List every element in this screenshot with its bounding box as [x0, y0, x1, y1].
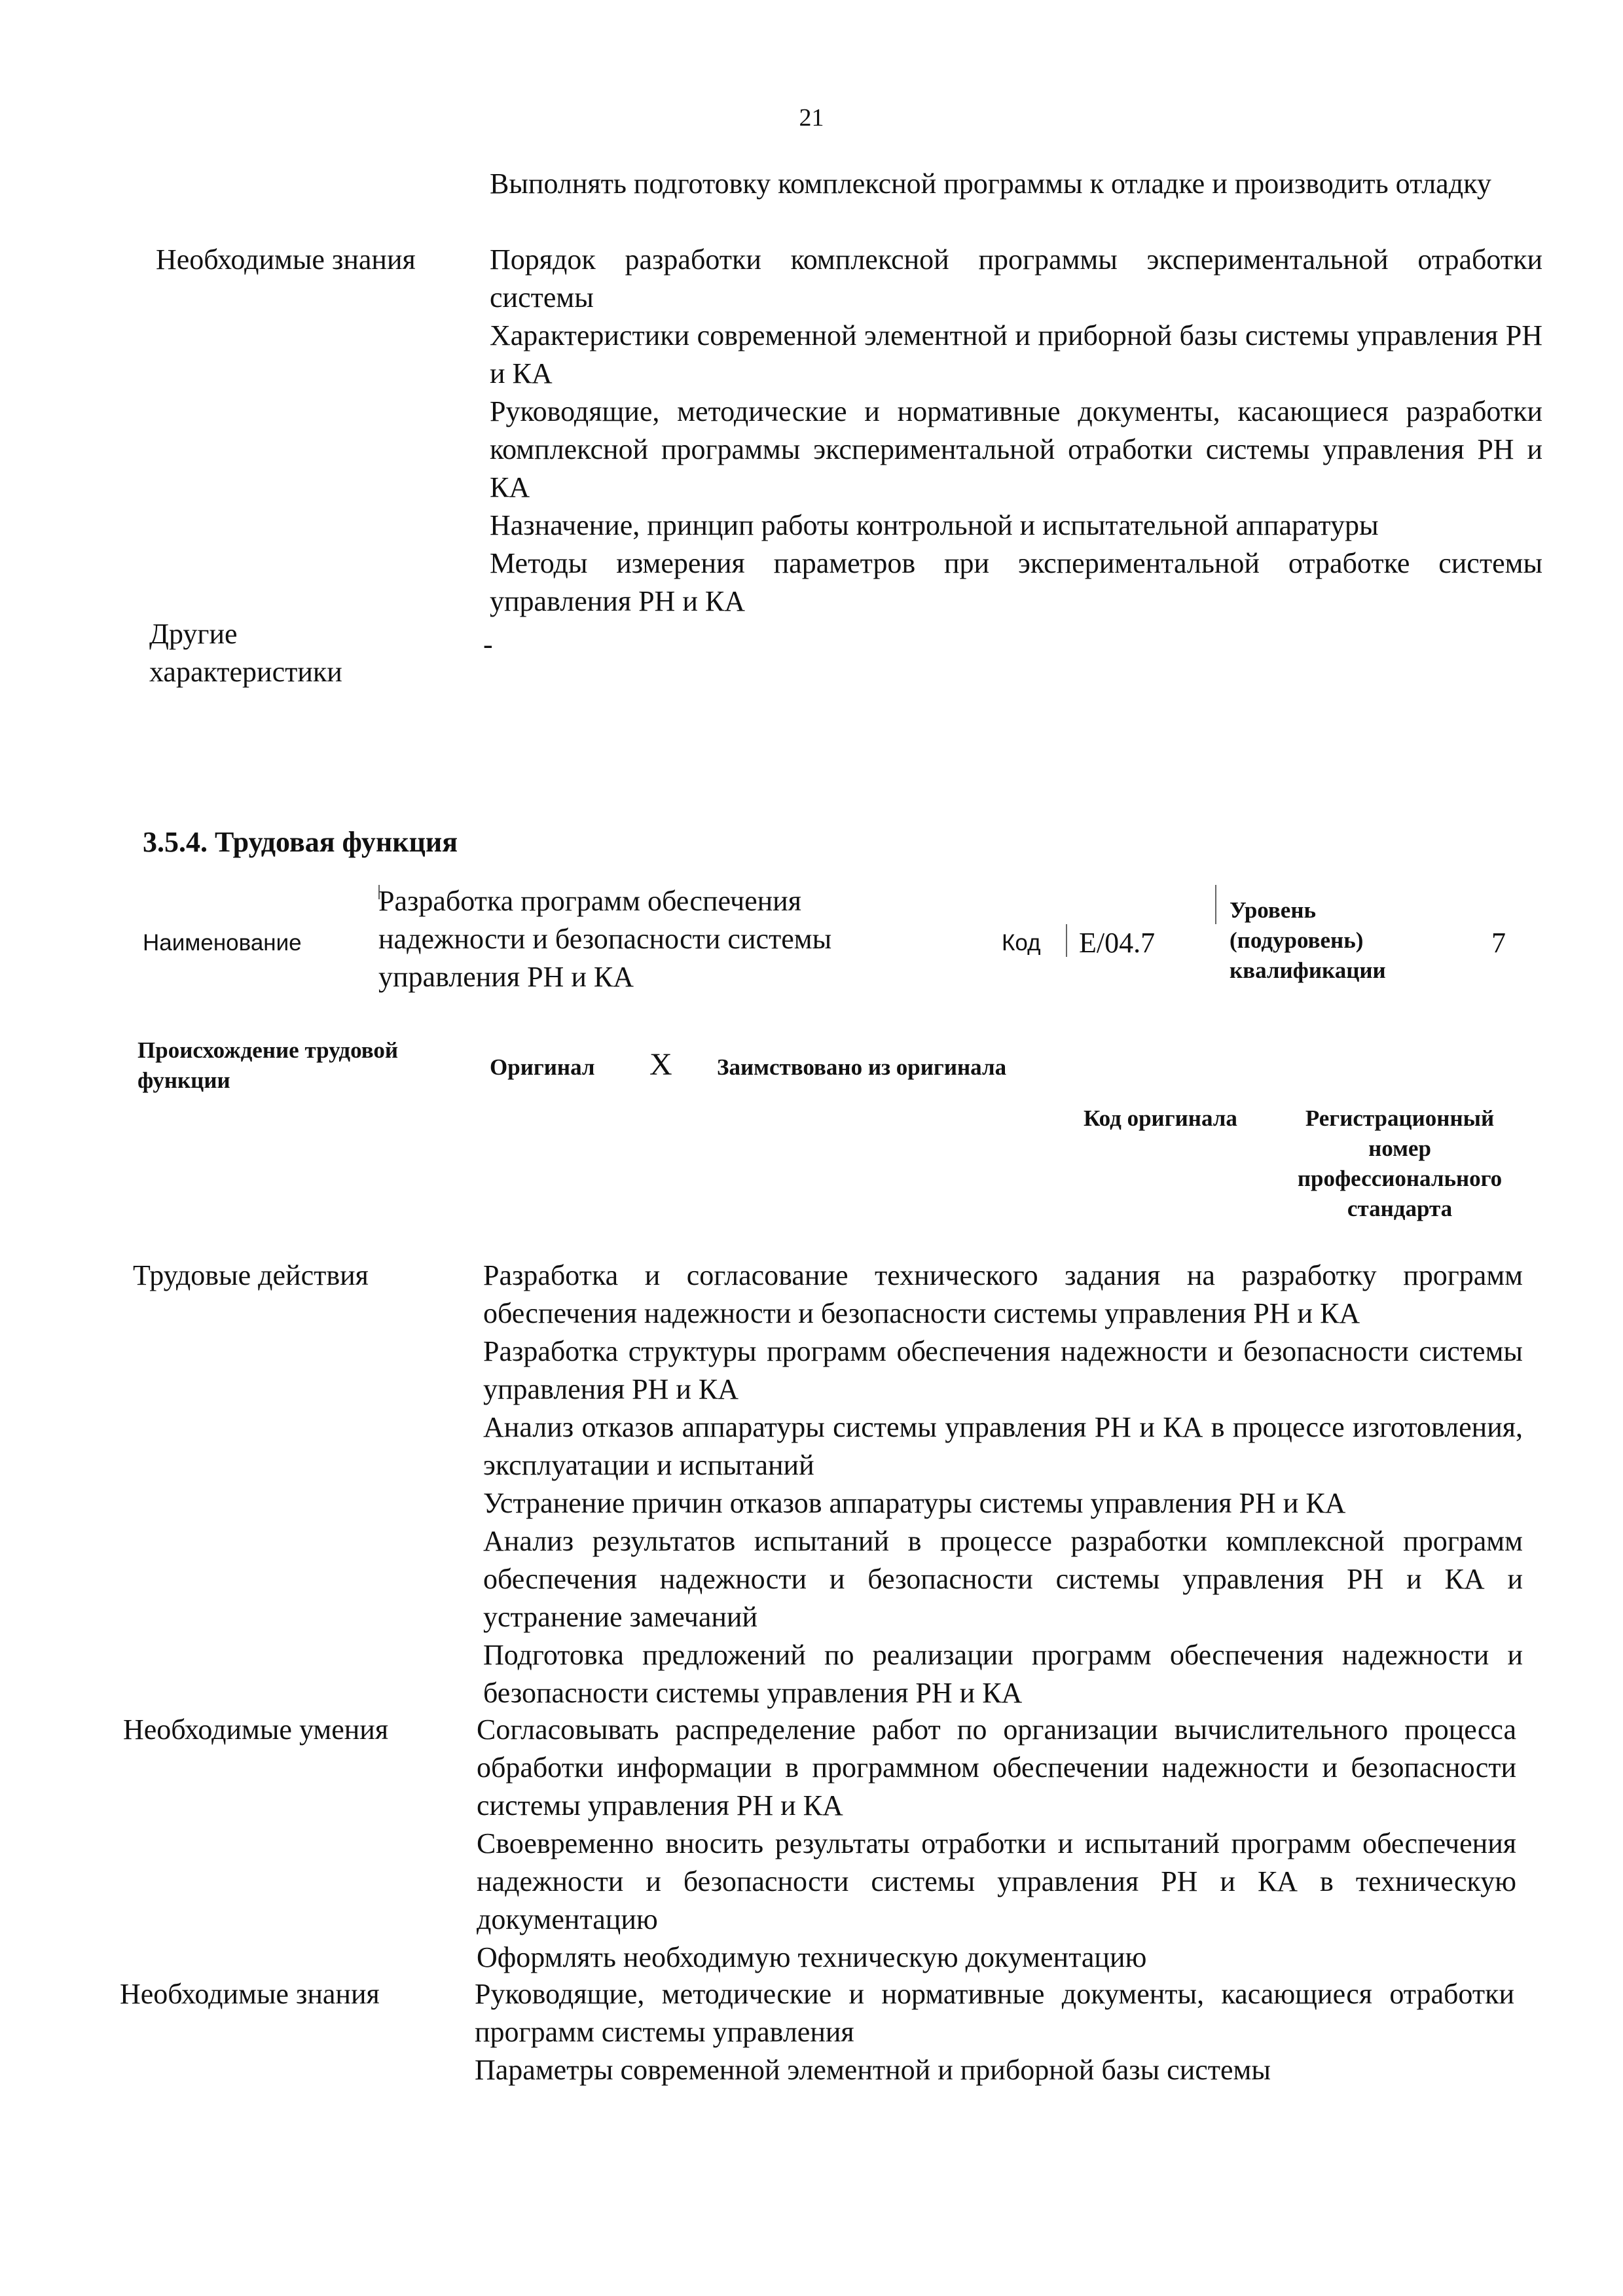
actions-list — [483, 1257, 1523, 1712]
origin-original: Оригинал — [490, 1054, 595, 1080]
level-label: Уровень (подуровень) квалификации — [1230, 897, 1386, 983]
knowledge-item: Характеристики современной элементной и приборной базы системы управления РН и КА — [490, 319, 1542, 389]
name-value: Разработка программ обеспечения надежности и безопасности системы управления РН и КА — [378, 885, 832, 993]
name-label: Наименование — [143, 930, 302, 956]
knowledge-item: Параметры современной элементной и приборной базы системы — [475, 2054, 1271, 2086]
code-original-label: Код оригинала — [1084, 1105, 1237, 1131]
knowledge-item: Методы измерения параметров при экспериментальной отработке системы управления РН и КА — [490, 547, 1542, 617]
page-number: 21 — [799, 104, 824, 132]
skill-tail: Выполнять подготовку комплексной программы к отладке и производить отладку — [490, 168, 1491, 200]
knowledge-label: Необходимые знания — [120, 1978, 380, 2010]
origin-borrowed: Заимствовано из оригинала — [717, 1054, 1007, 1080]
other-label: Другие характеристики — [149, 618, 342, 688]
skill-item: Согласовывать распределение работ по организации вычислительного процесса обработки информации в программном обеспечении надежности и безопасности системы управления РН и КА — [477, 1713, 1516, 1821]
action-item: Подготовка предложений по реализации программ обеспечения надежности и безопасности системы управления РН и КА — [483, 1639, 1523, 1709]
skills-label: Необходимые умения — [123, 1713, 389, 1746]
reg-number-label: Регистрационный номер профессионального стандарта — [1297, 1105, 1503, 1221]
action-item: Анализ отказов аппаратуры системы управления РН и КА в процессе изготовления, эксплуатации и испытаний — [483, 1411, 1523, 1481]
code-separator — [1066, 924, 1067, 957]
knowledge-item: Руководящие, методические и нормативные документы, касающиеся разработки комплексной программы экспериментальной отработки системы управления РН и КА — [490, 395, 1542, 503]
origin-label: Происхождение трудовой функции — [137, 1037, 399, 1093]
code-label: Код — [1002, 930, 1041, 956]
other-value: - — [483, 628, 493, 660]
section-heading: 3.5.4. Трудовая функция — [143, 826, 458, 858]
knowledge-label-top: Необходимые знания — [156, 243, 416, 276]
origin-mark: X — [649, 1047, 672, 1082]
level-separator — [1215, 885, 1216, 924]
knowledge-item: Порядок разработки комплексной программы экспериментальной отработки системы — [490, 243, 1542, 314]
code-value: E/04.7 — [1079, 927, 1156, 959]
knowledge-list — [475, 1975, 1514, 2089]
level-value: 7 — [1491, 927, 1506, 959]
action-item: Разработка и согласование технического задания на разработку программ обеспечения надежности и безопасности системы управления РН и КА — [483, 1259, 1523, 1329]
knowledge-item: Руководящие, методические и нормативные документы, касающиеся отработки программ системы управления — [475, 1978, 1514, 2048]
skill-item: Оформлять необходимую техническую документацию — [477, 1941, 1147, 1973]
knowledge-list-top — [490, 241, 1542, 620]
action-item: Анализ результатов испытаний в процессе разработки комплексной программ обеспечения надежности и безопасности системы управления РН и КА и устранение замечаний — [483, 1525, 1523, 1633]
action-item: Разработка структуры программ обеспечения надежности и безопасности системы управления РН и КА — [483, 1335, 1523, 1405]
skill-item: Своевременно вносить результаты отработки и испытаний программ обеспечения надежности и безопасности системы управления РН и КА в техническую документацию — [477, 1827, 1516, 1935]
actions-label: Трудовые действия — [133, 1259, 369, 1291]
skills-list — [477, 1711, 1516, 1977]
knowledge-item: Назначение, принцип работы контрольной и испытательной аппаратуры — [490, 509, 1379, 541]
action-item: Устранение причин отказов аппаратуры системы управления РН и КА — [483, 1487, 1346, 1519]
